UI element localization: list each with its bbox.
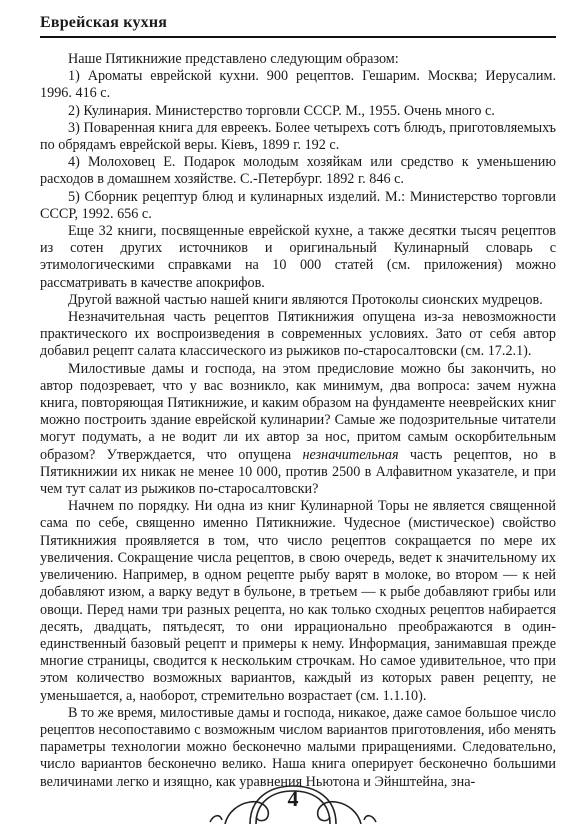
page-number: 4 — [287, 786, 299, 811]
footer-ornament — [0, 784, 586, 824]
list-item: 5) Сборник рецептур блюд и кулинарных изделий. М.: Министерство торговли СССР, 1992. 656 с. — [40, 188, 556, 222]
running-header — [40, 14, 556, 38]
paragraph: Начнем по порядку. Ни одна из книг Кулинарной Торы не является священной сама по себе, священно именно Пятикнижие. Чудесное (мистическое) свойство Пятикнижия проявляется в том, что число рецептов сокращается по мере их увеличения. Сокращение числа рецептов, в свою очередь, ведет к значительному их увеличению. Например, в одном рецепте рыбу варят в молоке, во втором — к ней добавляют изюм, а варку ведут в бульоне, в третьем — к рыбе добавляют грибы или овощи. Перед нами три разных рецепта, но как только сходных рецептов набирается десять, двадцать, пятьдесят, то они иррационально преображаются в один-единственный базовый рецепт и примеры к нему. Информация, занимавшая прежде многие страницы, сводится к нескольким строчкам. Но самое удивительное, что при этом количество возможных вариантов, каждый из которых равен рецепту, не уменьшается, а, наоборот, стремительно возрастает (см. 1.1.10). — [40, 498, 556, 704]
emphasis-word: незначительная — [302, 446, 399, 463]
paragraph: Наше Пятикнижие представлено следующим образом: — [68, 51, 399, 67]
list-item: 2) Кулинария. Министерство торговли СССР. М., 1955. Очень много с. — [68, 102, 495, 119]
paragraph: Другой важной частью нашей книги являются Протоколы сионских мудрецов. — [68, 291, 543, 308]
paragraph — [40, 361, 556, 499]
list-item: 4) Молоховец Е. Подарок молодым хозяйкам или средство к уменьшению расходов в домашнем хозяйстве. С.-Петербург. 1892 г. 846 с. — [40, 154, 556, 188]
header-title: Еврейская кухня — [40, 14, 168, 31]
list-item: 3) Поваренная книга для евреекъ. Более четырехъ сотъ блюдъ, приготовляемыхъ по обрядамъ еврейской веры. Кiевъ, 1899 г. 192 с. — [40, 119, 556, 154]
paragraph: В то же время, милостивые дамы и господа, никакое, даже самое большое число рецептов несопоставимо с возможным числом вариантов приготовления, ибо менять параметры технологии можно бесконечно малыми приращениями. Следовательно, число вариантов бесконечно велико. Наша книга оперирует бесконечно большими величинами легко и изящно, как уравнения Ньютона и Эйнштейна, зна- — [40, 704, 556, 790]
body-text — [40, 51, 556, 791]
list-item: 1) Ароматы еврейской кухни. 900 рецептов. Гешарим. Москва; Иерусалим. 1996. 416 с. — [40, 68, 556, 102]
paragraph-part: Милостивые дамы и господа, на этом предисловие можно бы закончить, но автор подозревает, что у вас возникло, как минимум, два вопроса: зачем нужна книга, повторяющая Пятикнижие, и каким образом на фундаменте нееврейских книг можно построить здание еврейской кулинарии? Самые же подозрительные читатели могут подумать, а не водит ли их автор за нос, притом самым оскорбительным образом? Утверждается, что опущена — [40, 360, 556, 463]
paragraph-part: часть рецептов, но в Пятикнижии их никак не менее 10 000, против 2500 в Алфавитном указателе, и при чем тут салат из рыжиков по-старосалтовски? — [40, 446, 556, 498]
paragraph: Еще 32 книги, посвященные еврейской кухне, а также десятки тысяч рецептов из сотен других источников и оригинальный Кулинарный словарь с этимологическими справками на 10 000 статей (см. приложения) можно рассматривать в качестве апокрифов. — [40, 223, 556, 291]
paragraph: Незначительная часть рецептов Пятикнижия опущена из-за невозможности практического их воспроизведения в современных условиях. Зато от себя автор добавил рецепт салата классического из рыжиков по-старосалтовски (см. 17.2.1). — [40, 309, 556, 360]
